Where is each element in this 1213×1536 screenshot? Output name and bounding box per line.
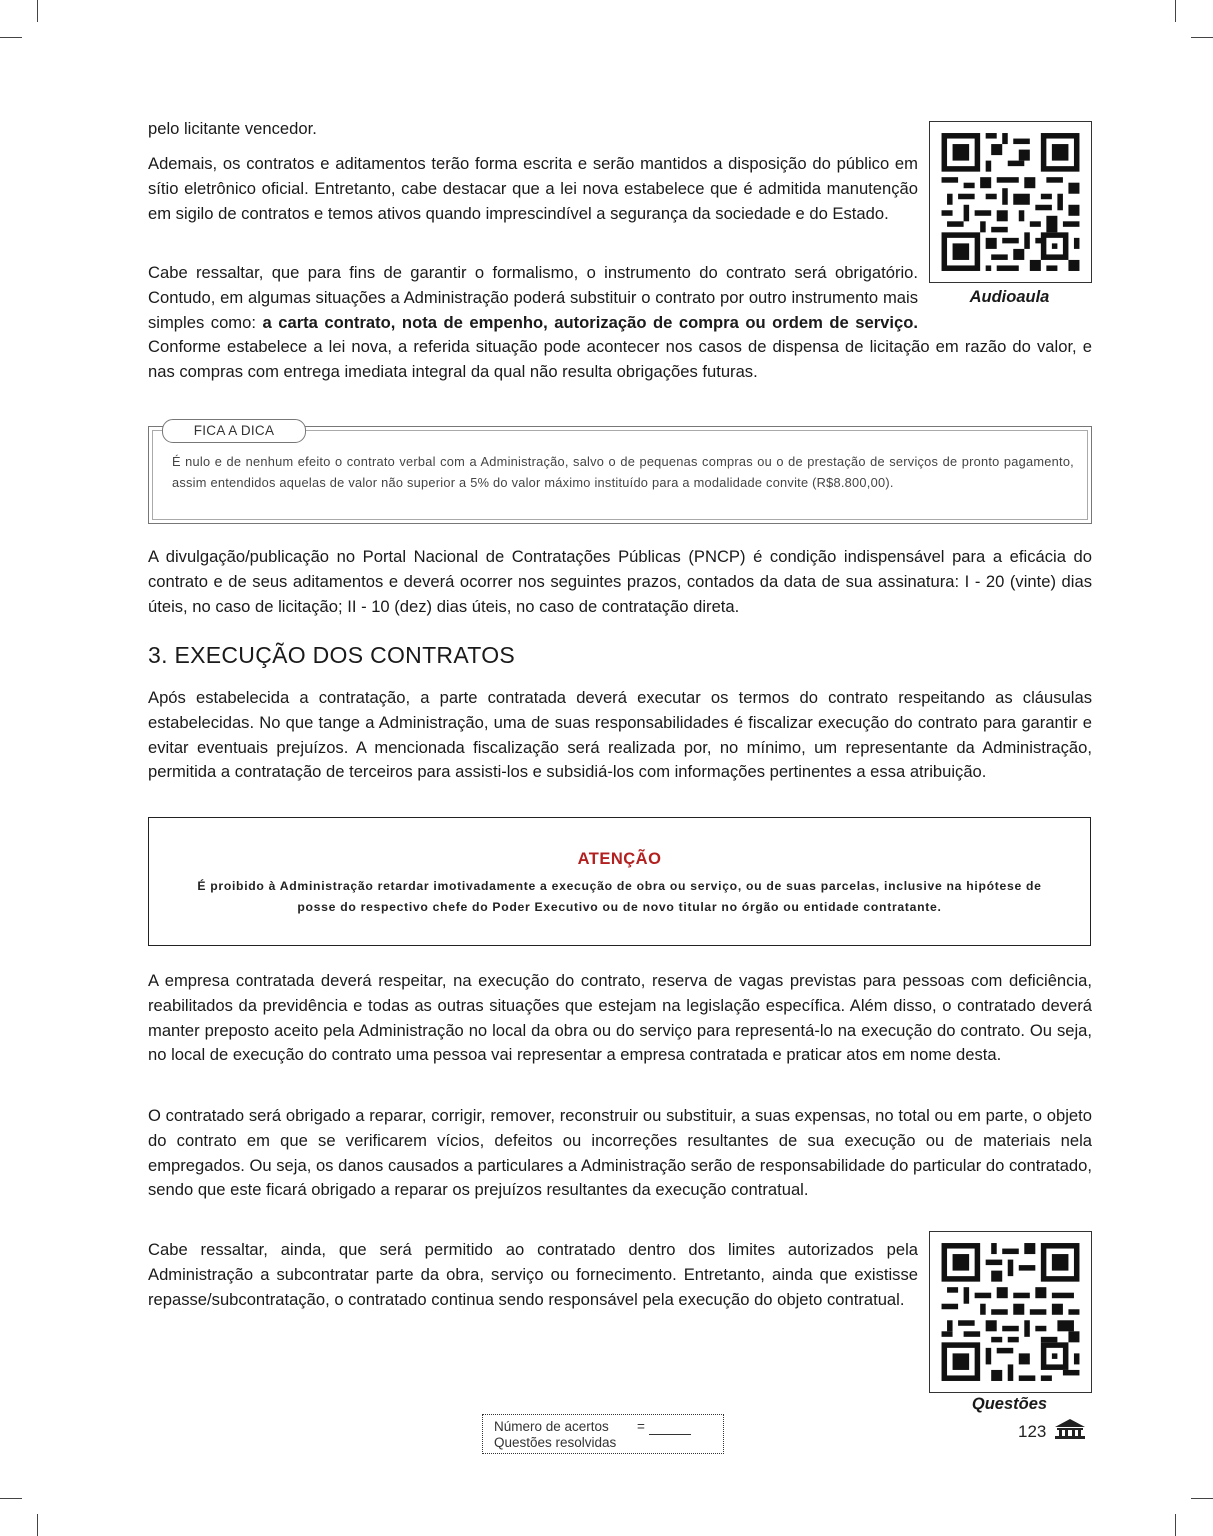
score-label-resolvidas: Questões resolvidas — [494, 1435, 617, 1450]
crop-mark — [1175, 0, 1176, 22]
paragraph-text: A divulgação/publicação no Portal Nacional de Contratações Públicas (PNCP) é condição indispensável para a eficácia do contrato e de seus aditamentos e deverá ocorrer nos seguintes prazos, contados da data de sua assinatura: I - 20 (vinte) dias úteis, no caso de licitação; II - 10 (dez) dias úteis, no caso de contratação direta. — [148, 547, 1092, 616]
score-label-acertos: Número de acertos — [494, 1419, 609, 1434]
paragraph-text-regular: Conforme estabelece a lei nova, a referida situação pode acontecer nos casos de dispensa de licitação em razão do valor, e nas compras com entrega imediata integral da qual não resulta obrigações futuras. — [148, 337, 1092, 382]
building-columns-icon — [1054, 1418, 1086, 1445]
paragraph-text: Ademais, os contratos e aditamentos terão forma escrita e serão mantidos a disposição do público em sítio eletrônico oficial. Entretanto, cabe destacar que a lei nova estabelece que é admitida manutenção em sigilo de contratos e temos ativos quando imprescindível a segurança da sociedade e do Estado. — [148, 154, 918, 223]
qr-caption-audioaula: Audioaula — [969, 288, 1050, 306]
qr-code-questoes[interactable] — [929, 1231, 1092, 1393]
paragraph — [148, 117, 918, 142]
paragraph-text: O contratado será obrigado a reparar, corrigir, remover, reconstruir ou substituir, a suas expensas, no total ou em parte, o objeto do contrato em que se verificarem vícios, defeitos ou incorreções resultantes de sua execução ou de materiais nela empregados. Ou seja, os danos causados a particulares a Administração serão de responsabilidade do particular do contratado, sendo que este ficará obrigado a reparar os prejuízos resultantes da execução contratual. — [148, 1106, 1092, 1200]
paragraph-text-regular: Cabe ressaltar, que para fins de garantir o formalismo, o instrumento do contrato será obrigatório. Contudo, em algumas situações a Administração poderá substituir o contrato por outro instrumento mais simples como: — [148, 263, 918, 332]
paragraph — [148, 545, 1092, 619]
crop-mark — [0, 37, 22, 38]
paragraph — [148, 1104, 1092, 1203]
page-number: 123 — [1018, 1422, 1047, 1441]
section-title: 3. EXECUÇÃO DOS CONTRATOS — [148, 642, 516, 668]
crop-mark — [37, 1514, 38, 1536]
score-box — [482, 1414, 724, 1454]
score-equals: = — [637, 1419, 645, 1434]
qr-code-icon — [930, 122, 1091, 282]
tip-label: FICA A DICA — [162, 419, 306, 443]
paragraph — [148, 969, 1092, 1068]
attention-text: É proibido à Administração retardar imotivadamente a execução de obra ou serviço, ou de suas parcelas, inclusive na hipótese de posse do respectivo chefe do Poder Executivo ou de novo titular no órgão ou entidade contratante. — [197, 879, 1042, 914]
crop-mark — [1191, 37, 1213, 38]
crop-mark — [0, 1498, 22, 1499]
attention-title: ATENÇÃO — [577, 850, 662, 868]
paragraph-text: pelo licitante vencedor. — [148, 119, 317, 138]
paragraph-text-bold: a carta contrato, nota de empenho, autorização de compra ou ordem de serviço. — [262, 312, 918, 332]
paragraph-text: Após estabelecida a contratação, a parte contratada deverá executar os termos do contrato respeitando as cláusulas estabelecidas. No que tange a Administração, uma de suas responsabilidades é fiscalizar execução do contrato para garantir e evitar eventuais prejuízos. A mencionada fiscalização será realizada por, no mínimo, um representante da Administração, permitida a contratação de terceiros para assisti-los e subsidiá-los com informações pertinentes a essa atribuição. — [148, 688, 1092, 782]
qr-code-icon — [930, 1232, 1091, 1392]
attention-box — [148, 817, 1091, 946]
score-blank-line — [649, 1434, 691, 1435]
crop-mark — [37, 0, 38, 22]
qr-code-audioaula[interactable] — [929, 121, 1092, 283]
paragraph-text: Cabe ressaltar, ainda, que será permitido ao contratado dentro dos limites autorizados pela Administração a subcontratar parte da obra, serviço ou fornecimento. Entretanto, ainda que existisse repasse/subcontratação, o contratado continua sendo responsável pela execução do objeto contratual. — [148, 1240, 918, 1309]
crop-mark — [1191, 1498, 1213, 1499]
paragraph — [148, 686, 1092, 785]
tip-text: É nulo e de nenhum efeito o contrato verbal com a Administração, salvo o de pequenas compras ou o de prestação de serviços de pronto pagamento, assim entendidos aquelas de valor não superior a 5% do valor máximo instituído para a modalidade convite (R$8.800,00). — [172, 454, 1074, 490]
paragraph-text: A empresa contratada deverá respeitar, na execução do contrato, reserva de vagas previstas para pessoas com deficiência, reabilitados da previdência e todas as outras situações que estejam na legislação específica. Além disso, o contratado deverá manter preposto aceito pela Administração no local da obra ou do serviço para representá-lo na execução do contrato. Ou seja, no local de execução do contrato uma pessoa vai representar a empresa contratada e praticar atos em nome desta. — [148, 971, 1092, 1065]
paragraph — [148, 152, 918, 226]
qr-caption-questoes: Questões — [971, 1395, 1048, 1413]
paragraph — [148, 1238, 918, 1312]
crop-mark — [1175, 1514, 1176, 1536]
